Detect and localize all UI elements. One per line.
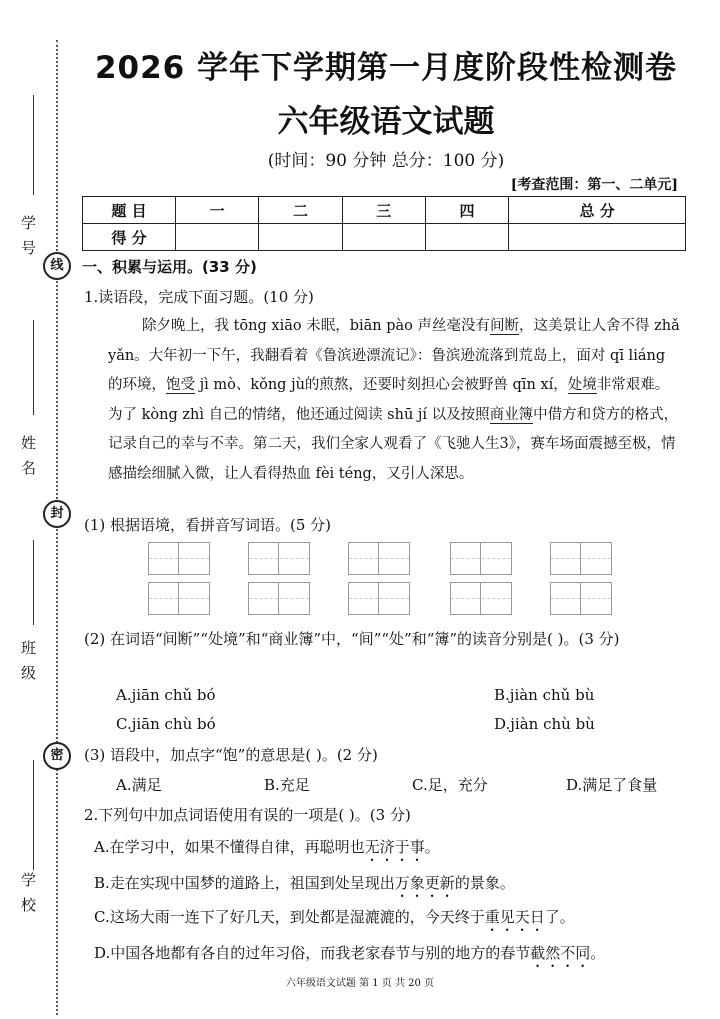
score-cell[interactable]	[509, 224, 686, 251]
score-table	[82, 196, 686, 251]
passage-text: 中借方和贷方的格式，记录自己的幸与不幸。第二天，我们全家人观看了《飞驰人生3》，赛车场面震撼至极，情感描绘细腻入微，让人看得热血 fèi téng，又引人深思。	[108, 406, 679, 482]
option-text: D.中国各地都有各自的过年习俗，而我老家春节与别的地方的春节	[94, 944, 531, 962]
score-header-cell: 题 目	[83, 197, 176, 224]
question-1-stem: 1.读语段，完成下面习题。(10 分)	[84, 288, 314, 306]
score-cell[interactable]	[176, 224, 259, 251]
exam-title: 2026 学年下学期第一月度阶段性检测卷	[94, 50, 678, 86]
pinyin-answer-grids	[148, 542, 678, 616]
exam-scope: [考查范围：第一、二单元]	[510, 177, 678, 193]
q2-option-d[interactable]	[94, 942, 605, 971]
underlined-word: 饱受	[166, 377, 195, 393]
option-text: 。	[590, 944, 606, 962]
sub3-option-b[interactable]: B.充足	[264, 776, 310, 794]
score-header-cell: 二	[259, 197, 342, 224]
binding-strip	[0, 0, 80, 1019]
underlined-word: 商业簿	[489, 406, 534, 423]
exam-subtitle: 六年级语文试题	[277, 104, 495, 140]
dotted-word: 截然不同	[530, 944, 591, 962]
answer-grid[interactable]	[348, 582, 410, 615]
answer-grid[interactable]	[550, 582, 612, 615]
section-1-title: 一、积累与运用。(33 分)	[82, 258, 257, 276]
answer-grid[interactable]	[248, 582, 310, 615]
option-text: 。	[424, 838, 440, 856]
seal-secret: 密	[43, 742, 71, 770]
answer-grid[interactable]	[348, 542, 410, 575]
score-header-cell: 三	[342, 197, 425, 224]
name-label: 姓名	[19, 435, 37, 485]
answer-grid[interactable]	[148, 582, 210, 615]
name-line	[33, 320, 34, 415]
sub3-option-a[interactable]: A.满足	[116, 776, 162, 794]
score-table-score-row	[83, 224, 686, 251]
option-text: B.走在实现中国梦的道路上，祖国到处呈现出	[94, 874, 395, 892]
underlined-word: 处境	[567, 377, 597, 393]
question-1-sub2: (2) 在词语“间断”“处境”和“商业簿”中，“间”“处”和“簿”的读音分别是( )。(3 分)	[84, 630, 620, 648]
score-row-label: 得 分	[83, 224, 176, 251]
option-text: 了。	[544, 908, 575, 926]
answer-grid[interactable]	[450, 582, 512, 615]
underlined-word: 间断	[489, 318, 519, 334]
dotted-word: 万象更新	[394, 874, 455, 892]
dotted-word: 无济于事	[364, 838, 425, 856]
score-cell[interactable]	[342, 224, 425, 251]
sub2-option-d[interactable]: D.jiàn chù bù	[494, 715, 595, 733]
option-text: C.这场大雨一连下了好几天，到处都是湿漉漉的，今天终于	[94, 908, 485, 926]
q2-option-a[interactable]	[94, 836, 440, 865]
sub2-option-c[interactable]: C.jiān chù bó	[116, 715, 216, 733]
exam-meta: (时间：90 分钟 总分：100 分)	[267, 151, 505, 171]
passage-text: 除夕晚上，我 tōng xiāo 未眠，biān pào 声丝毫没有	[142, 318, 490, 334]
score-header-cell: 总 分	[509, 197, 686, 224]
answer-grid[interactable]	[450, 542, 512, 575]
school-label: 学校	[19, 872, 37, 922]
score-table-header-row	[83, 197, 686, 224]
question-2-stem: 2.下列句中加点词语使用有误的一项是( )。(3 分)	[84, 806, 411, 824]
answer-grid[interactable]	[148, 542, 210, 575]
student-id-line	[33, 95, 34, 195]
answer-grid[interactable]	[550, 542, 612, 575]
score-header-cell: 一	[176, 197, 259, 224]
passage-text: jì mò、kǒng jù的煎熬，还要时刻担心会被野兽 qīn xí，	[195, 377, 568, 393]
class-line	[33, 540, 34, 625]
answer-grid[interactable]	[248, 542, 310, 575]
dotted-word: 重见天日	[484, 908, 545, 926]
question-1-passage	[108, 312, 682, 489]
passage-text: ，这美景让人舍不得 zhǎ yǎn。大年初一下午，我翻看着《鲁滨逊漂流记》：鲁滨逊流落到荒岛上，面对 qī liáng 的环境，	[108, 318, 680, 393]
score-cell[interactable]	[259, 224, 342, 251]
option-text: A.在学习中，如果不懂得自律，再聪明也	[94, 838, 365, 856]
question-1-sub3: (3) 语段中，加点字“饱”的意思是( )。(2 分)	[84, 746, 378, 764]
page-footer: 六年级语文试题 第 1 页 共 20 页	[285, 978, 435, 989]
sub3-option-d[interactable]: D.满足了食量	[566, 776, 658, 794]
passage-text: 非常艰难。为了 kòng zhì 自己的情绪，他还通过阅读 shū jí 以及按照	[108, 377, 670, 423]
q2-option-c[interactable]	[94, 906, 575, 935]
sub2-option-b[interactable]: B.jiàn chǔ bù	[494, 686, 595, 704]
school-line	[33, 760, 34, 870]
student-id-label: 学号	[19, 215, 37, 265]
q2-option-b[interactable]	[94, 872, 515, 901]
sub3-option-c[interactable]: C.足，充分	[412, 776, 488, 794]
class-label: 班级	[19, 640, 37, 690]
sub2-option-a[interactable]: A.jiān chǔ bó	[116, 686, 216, 704]
seal-line: 线	[43, 252, 71, 280]
option-text: 的景象。	[454, 874, 515, 892]
seal-seal: 封	[43, 500, 71, 528]
score-cell[interactable]	[425, 224, 508, 251]
score-header-cell: 四	[425, 197, 508, 224]
question-1-sub1: (1) 根据语境，看拼音写词语。(5 分)	[84, 516, 332, 534]
